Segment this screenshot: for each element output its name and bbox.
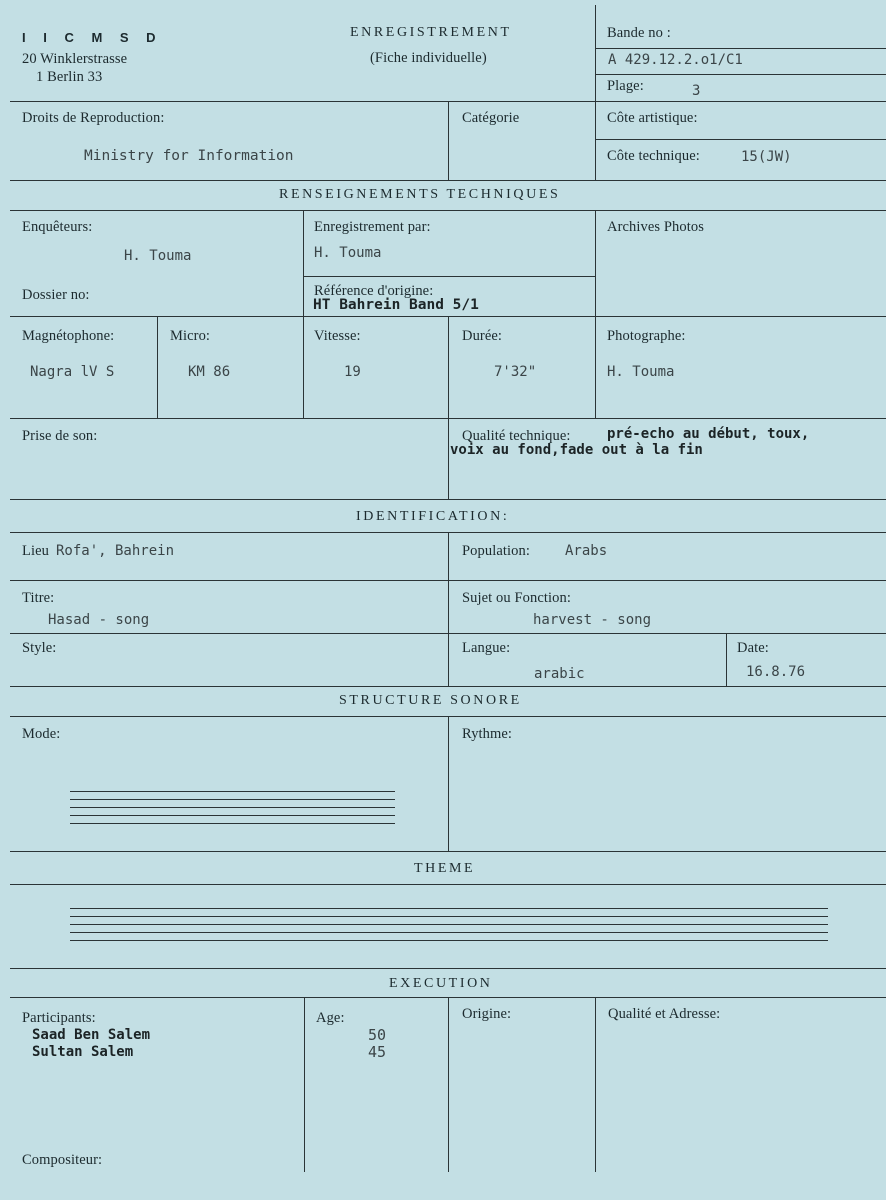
rule-header-right <box>595 5 596 180</box>
micro-value: KM 86 <box>188 364 231 380</box>
theme-staff <box>70 908 828 948</box>
participant-1: Saad Ben Salem <box>32 1027 151 1043</box>
rule-duree-left <box>448 316 449 499</box>
photographe-value: H. Touma <box>607 364 675 380</box>
bande-label: Bande no : <box>607 25 671 41</box>
magnetophone-label: Magnétophone: <box>22 328 115 344</box>
reference-value: HT Bahrein Band 5/1 <box>313 297 479 313</box>
sujet-label: Sujet ou Fonction: <box>462 590 571 606</box>
enregistrement-par-label: Enregistrement par: <box>314 219 431 235</box>
participant-2: Sultan Salem <box>32 1044 134 1060</box>
compositeur-label: Compositeur: <box>22 1152 103 1168</box>
duree-value: 7'32" <box>494 364 537 380</box>
sujet-value: harvest - song <box>533 612 652 628</box>
form-title: ENREGISTREMENT <box>350 25 512 40</box>
rythme-label: Rythme: <box>462 726 513 742</box>
reference-label: Référence d'origine: <box>314 283 434 299</box>
tech-section-title: RENSEIGNEMENTS TECHNIQUES <box>279 187 561 202</box>
identification-section-title: IDENTIFICATION: <box>356 509 510 524</box>
qualite-technique-value-line2: voix au fond,fade out à la fin <box>450 442 703 458</box>
cote-artistique-label: Côte artistique: <box>607 110 698 126</box>
bande-value: A 429.12.2.o1/C1 <box>608 52 743 68</box>
rule-style-bottom <box>10 686 886 687</box>
style-label: Style: <box>22 640 57 656</box>
org-logo: I I C M S D <box>22 30 163 45</box>
rule-cote-divider <box>596 139 886 140</box>
rule-archives-left <box>595 210 596 418</box>
enqueteurs-value: H. Touma <box>124 248 192 264</box>
rule-enreg-divider <box>304 276 595 277</box>
rule-rights-bottom <box>10 180 886 181</box>
droits-label: Droits de Reproduction: <box>22 110 165 126</box>
rule-bande-bottom <box>596 48 886 49</box>
participants-label: Participants: <box>22 1010 96 1026</box>
qualite-technique-label: Qualité technique: <box>462 428 571 444</box>
form-subtitle: (Fiche individuelle) <box>370 50 487 66</box>
categorie-label: Catégorie <box>462 110 520 126</box>
enregistrement-par-value: H. Touma <box>314 245 382 261</box>
org-street: 20 Winklerstrasse <box>22 51 128 67</box>
rule-theme-title-bottom <box>10 884 886 885</box>
langue-value: arabic <box>534 666 585 682</box>
rule-age-left <box>304 997 305 1172</box>
age-1: 50 <box>368 1026 387 1044</box>
droits-value: Ministry for Information <box>84 148 294 164</box>
rule-prise-bottom <box>10 499 886 500</box>
micro-label: Micro: <box>170 328 211 344</box>
rule-categorie-left <box>448 101 449 180</box>
rule-mode-bottom <box>10 851 886 852</box>
rule-micro-left <box>157 316 158 418</box>
vitesse-label: Vitesse: <box>314 328 361 344</box>
rule-ident-mid <box>448 532 449 686</box>
titre-value: Hasad - song <box>48 612 150 628</box>
rule-enreg-left <box>303 210 304 418</box>
mode-staff <box>70 791 395 831</box>
origine-label: Origine: <box>462 1006 512 1022</box>
rule-tech-title-bottom <box>10 210 886 211</box>
population-label: Population: <box>462 543 530 559</box>
age-label: Age: <box>316 1010 345 1026</box>
rule-date-left <box>726 633 727 686</box>
date-value: 16.8.76 <box>746 664 806 680</box>
rule-plage-top <box>596 74 886 75</box>
vitesse-value: 19 <box>344 364 361 380</box>
age-2: 45 <box>368 1043 387 1061</box>
qualite-adresse-label: Qualité et Adresse: <box>608 1006 721 1022</box>
theme-section-title: THEME <box>414 861 476 876</box>
magnetophone-value: Nagra lV S <box>30 364 115 380</box>
org-city: 1 Berlin 33 <box>36 69 103 85</box>
rule-rythme-left <box>448 716 449 851</box>
execution-section-title: EXECUTION <box>389 976 493 991</box>
mode-label: Mode: <box>22 726 61 742</box>
cote-technique-value: 15(JW) <box>741 149 792 165</box>
population-value: Arabs <box>565 543 608 559</box>
plage-label: Plage: <box>607 78 644 94</box>
dossier-label: Dossier no: <box>22 287 90 303</box>
rule-qualite-left <box>595 997 596 1172</box>
duree-label: Durée: <box>462 328 503 344</box>
prise-de-son-label: Prise de son: <box>22 428 98 444</box>
rule-origine-left <box>448 997 449 1172</box>
titre-label: Titre: <box>22 590 55 606</box>
enqueteurs-label: Enquêteurs: <box>22 219 93 235</box>
qualite-technique-value-line1: pré-echo au début, toux, <box>607 426 810 442</box>
cote-technique-label: Côte technique: <box>607 148 700 164</box>
structure-section-title: STRUCTURE SONORE <box>339 693 522 708</box>
lieu-value: Rofa', Bahrein <box>56 543 175 559</box>
photographe-label: Photographe: <box>607 328 686 344</box>
rule-theme-bottom <box>10 968 886 969</box>
date-label: Date: <box>737 640 769 656</box>
langue-label: Langue: <box>462 640 511 656</box>
archives-photos-label: Archives Photos <box>607 219 704 235</box>
plage-value: 3 <box>692 83 701 99</box>
lieu-label: Lieu <box>22 543 49 559</box>
